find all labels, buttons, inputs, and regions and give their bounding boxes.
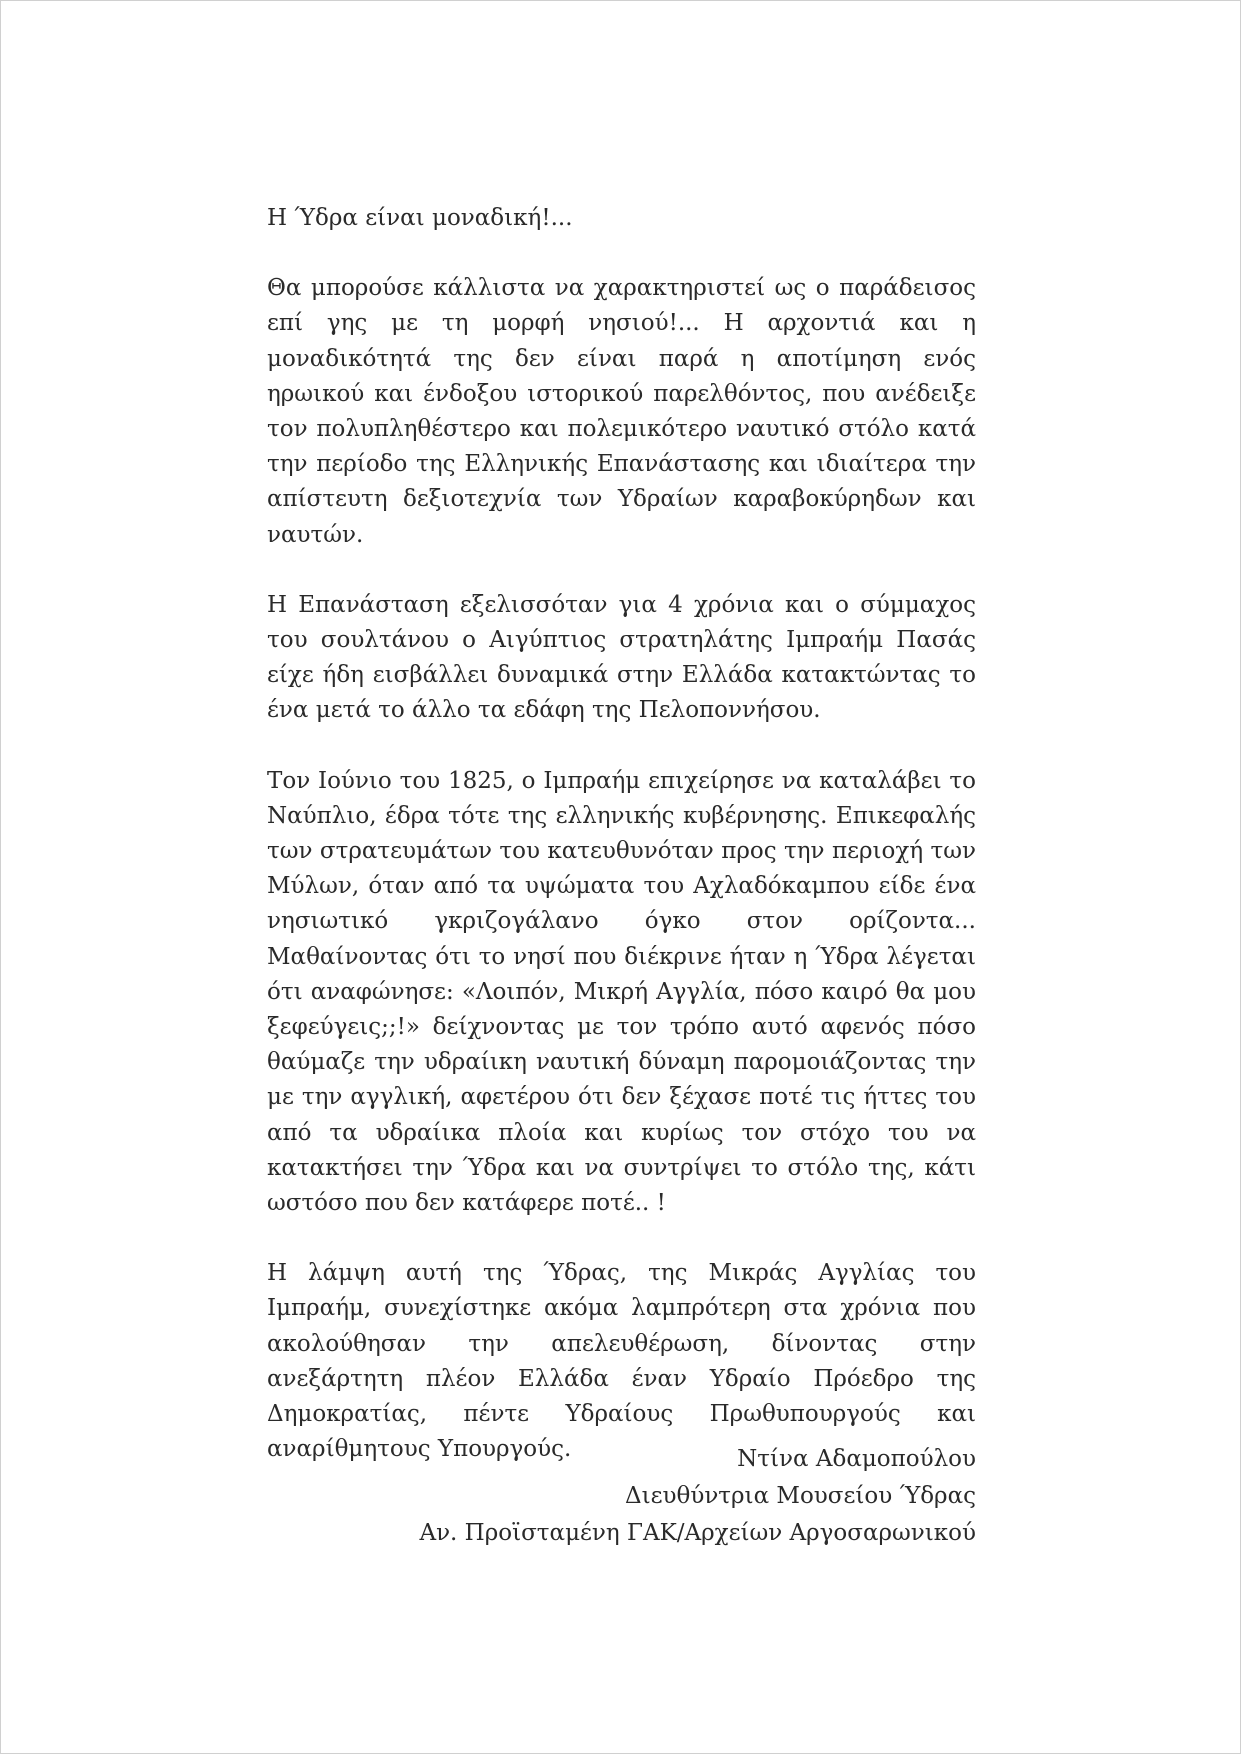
- paragraph-2: Η Επανάσταση εξελισσόταν για 4 χρόνια και ο σύμμαχος του σουλτάνου ο Αιγύπτιος στρατηλάτης Ιμπραήμ Πασάς είχε ήδη εισβάλλει δυναμικά στην Ελλάδα κατακτώντας το ένα μετά το άλλο τα εδάφη της Πελοποννήσου.: [267, 591, 976, 724]
- signature-name: Ντίνα Αδαμοπούλου: [737, 1446, 976, 1472]
- opening-line: Η Ύδρα είναι μοναδική!...: [267, 205, 573, 231]
- paragraph-1: Θα μπορούσε κάλλιστα να χαρακτηριστεί ως ο παράδεισος επί γης με τη μορφή νησιού!... Η αρχοντιά και η μοναδικότητά της δεν είναι παρά η αποτίμηση ενός ηρωικού και ένδοξου ιστορικού παρελθόντος, που ανέδειξε τον πολυπληθέστερο και πολεμικότερο ναυτικό στόλο κατά την περίοδο της Ελληνικής Επανάστασης και ιδιαίτερα την απίστευτη δεξιοτεχνία των Υδραίων καραβοκύρηδων και ναυτών.: [267, 275, 976, 548]
- paragraph-4: Η λάμψη αυτή της Ύδρας, της Μικράς Αγγλίας του Ιμπραήμ, συνεχίστηκε ακόμα λαμπρότερη στα χρόνια που ακολούθησαν την απελευθέρωση, δίνοντας στην ανεξάρτητη πλέον Ελλάδα έναν Υδραίο Πρόεδρο της Δημοκρατίας, πέντε Υδραίους Πρωθυπουργούς και αναρίθμητους Υπουργούς.: [267, 1260, 976, 1463]
- signature-affiliation: Αν. Προϊσταμένη ΓΑΚ/Αρχείων Αργοσαρωνικού: [419, 1520, 976, 1546]
- body-text: [267, 201, 976, 1503]
- signature-role: Διευθύντρια Μουσείου Ύδρας: [624, 1483, 976, 1509]
- signature-block: [267, 1441, 976, 1552]
- paragraph-3: Τον Ιούνιο του 1825, ο Ιμπραήμ επιχείρησε να καταλάβει το Ναύπλιο, έδρα τότε της ελληνικής κυβέρνησης. Επικεφαλής των στρατευμάτων του κατευθυνόταν προς την περιοχή των Μύλων, όταν από τα υψώματα του Αχλαδόκαμπου είδε ένα νησιωτικό γκριζογάλανο όγκο στον ορίζοντα... Μαθαίνοντας ότι το νησί που διέκρινε ήταν η Ύδρα λέγεται ότι αναφώνησε: «Λοιπόν, Μικρή Αγγλία, πόσο καιρό θα μου ξεφεύγεις;;!» δείχνοντας με τον τρόπο αυτό αφενός πόσο θαύμαζε την υδραίικη ναυτική δύναμη παρομοιάζοντας την με την αγγλική, αφετέρου ότι δεν ξέχασε ποτέ τις ήττες του από τα υδραίικα πλοία και κυρίως τον στόχο του να κατακτήσει την Ύδρα και να συντρίψει το στόλο της, κάτι ωστόσο που δεν κατάφερε ποτέ.. !: [267, 767, 976, 1217]
